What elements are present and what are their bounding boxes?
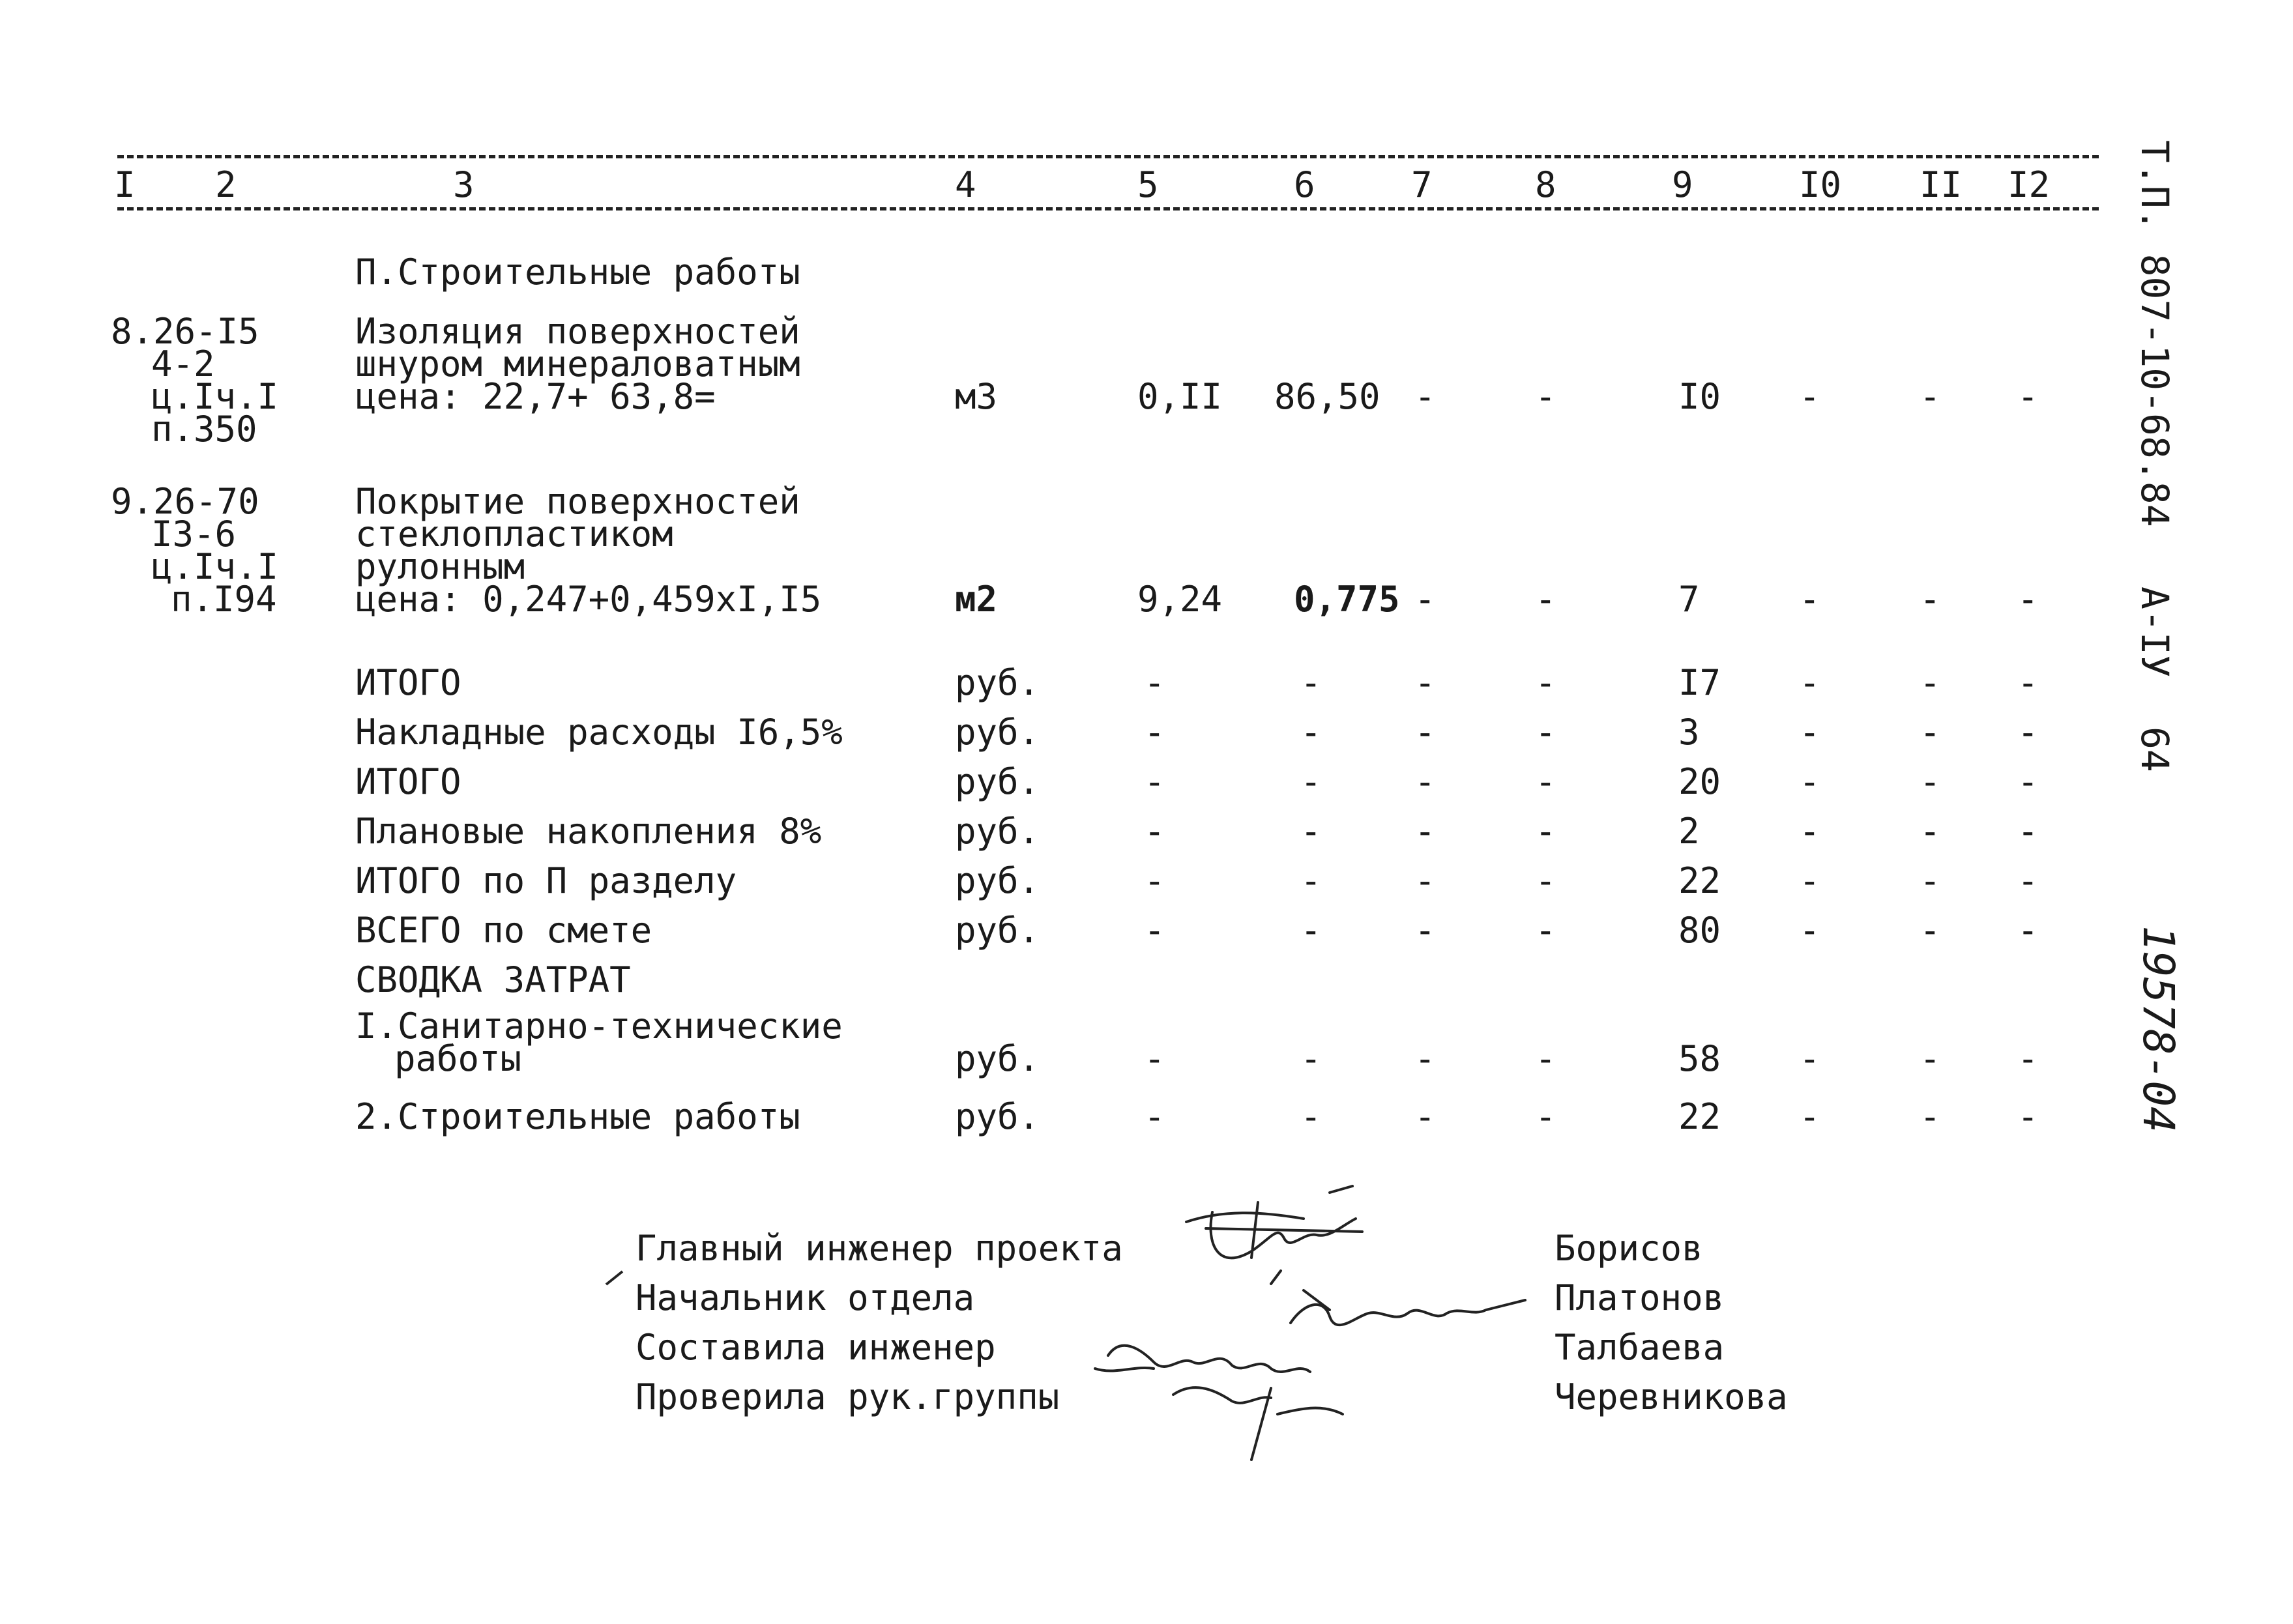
- item-col8: -: [1535, 579, 1556, 620]
- signature-role: Составила инженер: [635, 1327, 996, 1368]
- total-label: ИТОГО: [355, 761, 461, 802]
- summary-label: работы: [394, 1038, 522, 1079]
- total-label: ИТОГО по П разделу: [355, 860, 737, 901]
- summary-col8: -: [1535, 1096, 1556, 1137]
- total-col5: -: [1144, 761, 1165, 802]
- total-col12: -: [2017, 712, 2039, 753]
- total-col9: 3: [1678, 712, 1700, 753]
- total-col5: -: [1144, 860, 1165, 901]
- col-12: I2: [2008, 164, 2051, 205]
- col-11: II: [1920, 164, 1963, 205]
- total-col11: -: [1920, 811, 1941, 852]
- total-unit: руб.: [955, 712, 1040, 753]
- total-col10: -: [1799, 712, 1820, 753]
- item-code-line: 4-2: [151, 343, 215, 384]
- signature-name: Борисов: [1555, 1228, 1703, 1269]
- total-col9: 80: [1678, 910, 1721, 951]
- item-code-line: ц.Iч.I: [151, 376, 279, 417]
- total-label: Плановые накопления 8%: [355, 811, 822, 852]
- total-col8: -: [1535, 662, 1556, 703]
- total-col8: -: [1535, 811, 1556, 852]
- section-title: П.Строительные работы: [355, 252, 800, 293]
- signature-role: Главный инженер проекта: [635, 1228, 1123, 1269]
- tick-mark-icon: [603, 1268, 629, 1288]
- signature-name: Черевникова: [1555, 1376, 1788, 1417]
- total-col8: -: [1535, 761, 1556, 802]
- summary-col12: -: [2017, 1096, 2039, 1137]
- item-code-line: п.I94: [171, 579, 277, 620]
- summary-col7: -: [1414, 1096, 1436, 1137]
- item-code-line: ц.Iч.I: [151, 546, 279, 587]
- signature-role: Начальник отдела: [635, 1277, 975, 1318]
- total-unit: руб.: [955, 761, 1040, 802]
- item-desc-line: шнуром минераловатным: [355, 343, 800, 384]
- item-qty: 0,II: [1137, 376, 1223, 417]
- total-col7: -: [1414, 811, 1436, 852]
- col-1: I: [114, 164, 136, 205]
- total-col11: -: [1920, 860, 1941, 901]
- total-col10: -: [1799, 910, 1820, 951]
- summary-col6: -: [1300, 1096, 1322, 1137]
- item-desc-line: цена: 0,247+0,459xI,I5: [355, 579, 822, 620]
- total-col12: -: [2017, 662, 2039, 703]
- total-col9: 2: [1678, 811, 1700, 852]
- total-col6: -: [1300, 712, 1322, 753]
- item-desc-line: стеклопластиком: [355, 514, 673, 555]
- item-col12: -: [2017, 376, 2039, 417]
- total-col9: 22: [1678, 860, 1721, 901]
- total-col12: -: [2017, 910, 2039, 951]
- summary-unit: руб.: [955, 1096, 1040, 1137]
- total-col11: -: [1920, 910, 1941, 951]
- total-col9: I7: [1678, 662, 1721, 703]
- total-col12: -: [2017, 811, 2039, 852]
- item-col9: 7: [1678, 579, 1700, 620]
- summary-unit: руб.: [955, 1038, 1040, 1079]
- total-col8: -: [1535, 860, 1556, 901]
- item-code-line: п.350: [151, 409, 257, 450]
- col-5: 5: [1137, 164, 1159, 205]
- item-col11: -: [1920, 376, 1941, 417]
- side-inventory-number: 19578-04: [2133, 925, 2183, 1133]
- side-page-number: 64: [2133, 727, 2177, 772]
- summary-col7: -: [1414, 1038, 1436, 1079]
- summary-title: СВОДКА ЗАТРАТ: [355, 959, 631, 1000]
- summary-label: I.Санитарно-технические: [355, 1006, 843, 1047]
- signature-name: Талбаева: [1555, 1327, 1725, 1368]
- summary-col11: -: [1920, 1038, 1941, 1079]
- total-label: ВСЕГО по смете: [355, 910, 652, 951]
- item-unit: м2: [955, 579, 998, 620]
- col-7: 7: [1411, 164, 1433, 205]
- item-code-line: 9.26-70: [111, 481, 259, 522]
- side-album: А-IУ: [2133, 587, 2177, 678]
- total-col11: -: [1920, 761, 1941, 802]
- signature-role: Проверила рук.группы: [635, 1376, 1060, 1417]
- item-desc-line: цена: 22,7+ 63,8=: [355, 376, 716, 417]
- col-3: 3: [453, 164, 475, 205]
- total-col12: -: [2017, 761, 2039, 802]
- total-col10: -: [1799, 662, 1820, 703]
- col-9: 9: [1672, 164, 1693, 205]
- summary-col5: -: [1144, 1038, 1165, 1079]
- summary-col6: -: [1300, 1038, 1322, 1079]
- item-col7: -: [1414, 376, 1436, 417]
- total-label: ИТОГО: [355, 662, 461, 703]
- item-col7: -: [1414, 579, 1436, 620]
- summary-col5: -: [1144, 1096, 1165, 1137]
- total-col5: -: [1144, 662, 1165, 703]
- total-unit: руб.: [955, 910, 1040, 951]
- total-col5: -: [1144, 910, 1165, 951]
- item-unit: м3: [955, 376, 998, 417]
- summary-label: 2.Строительные работы: [355, 1096, 800, 1137]
- total-col7: -: [1414, 712, 1436, 753]
- total-col9: 20: [1678, 761, 1721, 802]
- total-col5: -: [1144, 712, 1165, 753]
- total-unit: руб.: [955, 662, 1040, 703]
- total-label: Накладные расходы I6,5%: [355, 712, 843, 753]
- summary-col10: -: [1799, 1096, 1820, 1137]
- item-code-line: 8.26-I5: [111, 311, 259, 352]
- total-unit: руб.: [955, 811, 1040, 852]
- total-col6: -: [1300, 811, 1322, 852]
- summary-col9: 22: [1678, 1096, 1721, 1137]
- total-col10: -: [1799, 860, 1820, 901]
- col-6: 6: [1294, 164, 1315, 205]
- item-price: 86,50: [1274, 376, 1380, 417]
- total-col12: -: [2017, 860, 2039, 901]
- col-2: 2: [215, 164, 237, 205]
- total-col6: -: [1300, 662, 1322, 703]
- summary-col11: -: [1920, 1096, 1941, 1137]
- item-qty: 9,24: [1137, 579, 1223, 620]
- item-desc-line: рулонным: [355, 546, 525, 587]
- total-col6: -: [1300, 761, 1322, 802]
- item-col10: -: [1799, 579, 1820, 620]
- total-col8: -: [1535, 910, 1556, 951]
- item-price: 0,775: [1294, 579, 1400, 620]
- header-top-line: [117, 155, 2099, 158]
- item-col11: -: [1920, 579, 1941, 620]
- total-col6: -: [1300, 860, 1322, 901]
- total-unit: руб.: [955, 860, 1040, 901]
- total-col8: -: [1535, 712, 1556, 753]
- total-col7: -: [1414, 860, 1436, 901]
- total-col10: -: [1799, 811, 1820, 852]
- col-10: I0: [1799, 164, 1842, 205]
- item-col9: I0: [1678, 376, 1721, 417]
- total-col6: -: [1300, 910, 1322, 951]
- item-col10: -: [1799, 376, 1820, 417]
- col-4: 4: [955, 164, 976, 205]
- item-desc-line: Изоляция поверхностей: [355, 311, 800, 352]
- item-col8: -: [1535, 376, 1556, 417]
- total-col10: -: [1799, 761, 1820, 802]
- item-desc-line: Покрытие поверхностей: [355, 481, 800, 522]
- item-code-line: I3-6: [151, 514, 237, 555]
- item-col12: -: [2017, 579, 2039, 620]
- total-col5: -: [1144, 811, 1165, 852]
- signature-name: Платонов: [1555, 1277, 1725, 1318]
- total-col11: -: [1920, 712, 1941, 753]
- summary-col9: 58: [1678, 1038, 1721, 1079]
- summary-col8: -: [1535, 1038, 1556, 1079]
- summary-col10: -: [1799, 1038, 1820, 1079]
- total-col11: -: [1920, 662, 1941, 703]
- total-col7: -: [1414, 662, 1436, 703]
- handwritten-signatures: [1056, 1173, 1551, 1479]
- total-col7: -: [1414, 910, 1436, 951]
- side-doc-code: Т.П. 807-10-68.84: [2133, 140, 2177, 527]
- col-8: 8: [1535, 164, 1556, 205]
- total-col7: -: [1414, 761, 1436, 802]
- summary-col12: -: [2017, 1038, 2039, 1079]
